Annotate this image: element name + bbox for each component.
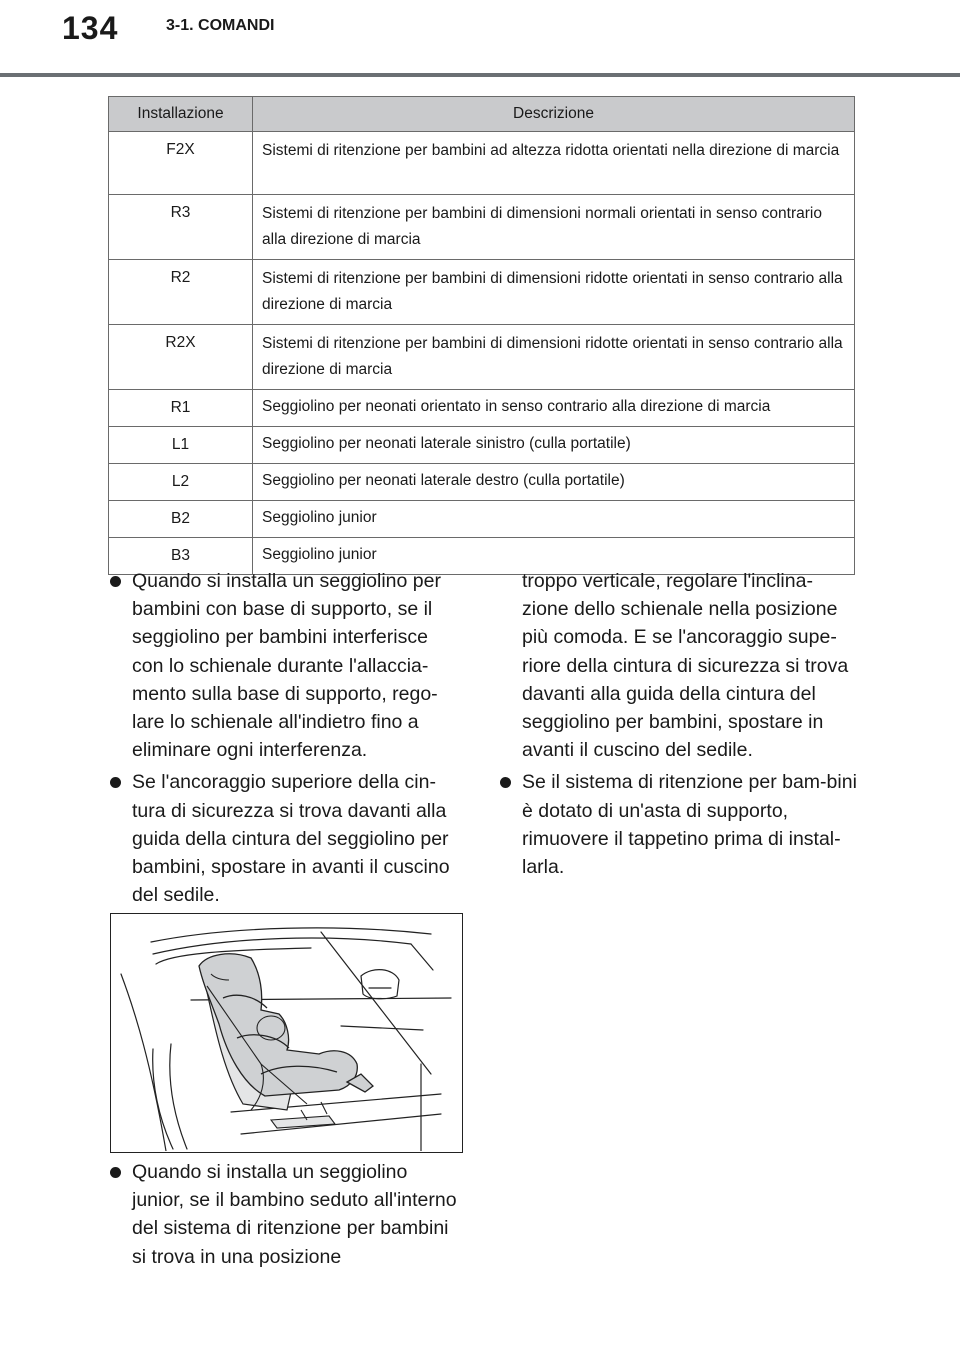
row-description: Sistemi di ritenzione per bambini ad altezza ridotta orientati nella direzione di marcia [253,132,855,195]
table-row [109,260,855,325]
right-column [498,567,858,885]
bullet-text: Quando si installa un seggiolino per bambini con base di supporto, se il seggiolino per bambini interferisce con lo schienale durante l'allaccia-mento sulla base di supporto, rego-lare lo schienale all'indietro fino a eliminare ogni interferenza. [132,570,441,762]
header-installazione: Installazione [109,97,253,132]
bullet-item [498,768,858,881]
row-code: F2X [109,132,253,195]
child-seat-illustration [110,913,463,1153]
table-header-row [109,97,855,132]
bullet-dot-icon [110,1167,121,1178]
row-description: Seggiolino junior [253,538,855,575]
header-descrizione: Descrizione [253,97,855,132]
table-row [109,501,855,538]
car-seat-drawing [111,914,461,1151]
bullet-item [108,1158,464,1271]
table-row [109,195,855,260]
page-header [0,0,960,80]
row-code: L1 [109,427,253,464]
bullet-text: Se il sistema di ritenzione per bam-bini è dotato di un'asta di supporto, rimuovere il tappetino prima di instal-larla. [522,771,857,879]
header-rule [0,73,960,77]
bullet-text: Quando si installa un seggiolino junior, se il bambino seduto all'interno del sistema di ritenzione per bambini si trova in una posizione [132,1161,457,1268]
row-code: R2X [109,325,253,390]
row-code: R3 [109,195,253,260]
page-number: 134 [62,10,119,46]
bullet-dot-icon [110,777,121,788]
row-description: Seggiolino junior [253,501,855,538]
row-description: Seggiolino per neonati laterale destro (culla portatile) [253,464,855,501]
row-description: Sistemi di ritenzione per bambini di dimensioni ridotte orientati in senso contrario alla direzione di marcia [253,325,855,390]
table-row [109,464,855,501]
row-code: B2 [109,501,253,538]
installation-table [108,96,855,575]
row-code: R2 [109,260,253,325]
bullet-item [108,567,464,764]
row-code: R1 [109,390,253,427]
bullet-text: Se l'ancoraggio superiore della cin-tura di sicurezza si trova davanti alla guida della cintura del seggiolino per bambini, spostare in avanti il cuscino del sedile. [132,771,450,907]
table-row [109,132,855,195]
left-column-bottom [108,1158,464,1275]
row-description: Sistemi di ritenzione per bambini di dimensioni ridotte orientati in senso contrario alla direzione di marcia [253,260,855,325]
bullet-dot-icon [110,576,121,587]
row-description: Sistemi di ritenzione per bambini di dimensioni normali orientati in senso contrario alla direzione di marcia [253,195,855,260]
bullet-dot-icon [500,777,511,788]
left-column [108,567,464,913]
row-description: Seggiolino per neonati orientato in senso contrario alla direzione di marcia [253,390,855,427]
row-description: Seggiolino per neonati laterale sinistro (culla portatile) [253,427,855,464]
table-row [109,325,855,390]
table-row [109,390,855,427]
bullet-item [108,768,464,909]
row-code: L2 [109,464,253,501]
section-title: 3-1. COMANDI [166,17,275,34]
row-code: B3 [109,538,253,575]
table-row [109,427,855,464]
continued-text: troppo verticale, regolare l'inclina-zione dello schienale nella posizione più comoda. E se l'ancoraggio supe-riore della cintura di sicurezza si trova davanti alla guida della cintura del seggiolino per bambini, spostare in avanti il cuscino del sedile. [522,570,849,762]
